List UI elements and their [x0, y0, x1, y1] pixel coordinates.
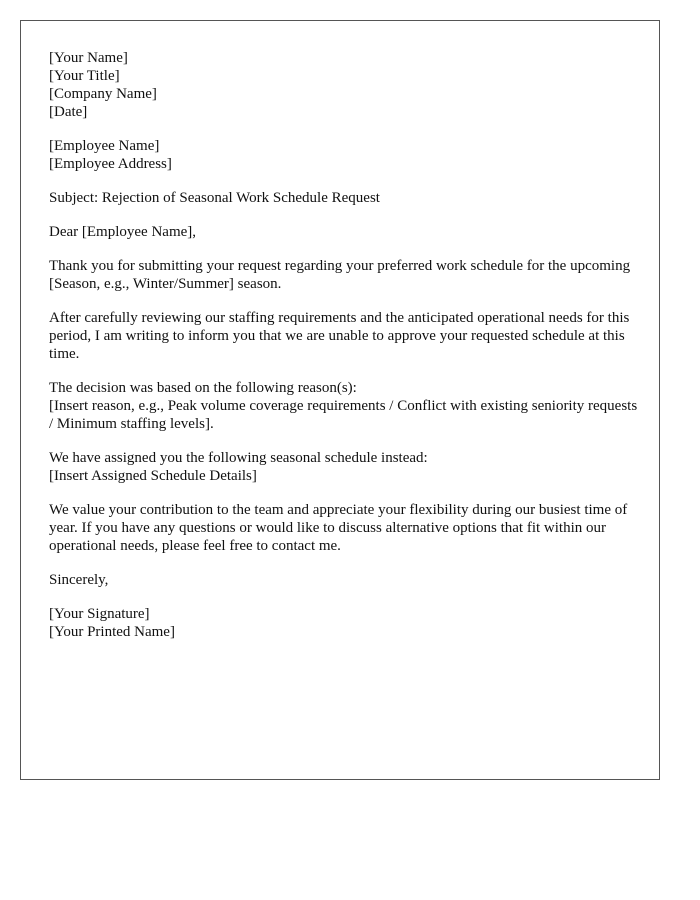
letter-page — [20, 20, 660, 780]
letter-body — [49, 49, 639, 657]
paragraph-intro: Thank you for submitting your request regarding your preferred work schedule for the upcoming [Season, e.g., Winter/Summer] season. — [49, 258, 631, 292]
sender-block — [49, 49, 639, 121]
sender-title: [Your Title] — [49, 68, 120, 84]
paragraph-closing-remarks: We value your contribution to the team and appreciate your flexibility during our busiest time of year. If you have any questions or would like to discuss alternative options that fit within our operational needs, please feel free to contact me. — [49, 502, 628, 554]
salutation: Dear [Employee Name], — [49, 224, 197, 240]
reasons-block — [49, 379, 639, 433]
assigned-schedule-block — [49, 449, 639, 485]
subject-line: Subject: Rejection of Seasonal Work Schedule Request — [49, 190, 380, 206]
recipient-address: [Employee Address] — [49, 156, 172, 172]
assigned-schedule-intro: We have assigned you the following seasonal schedule instead: — [49, 450, 428, 466]
signature: [Your Signature] — [49, 606, 150, 622]
assigned-schedule-details: [Insert Assigned Schedule Details] — [49, 468, 257, 484]
letter-date: [Date] — [49, 104, 88, 120]
signature-block — [49, 605, 639, 641]
reasons-intro: The decision was based on the following reason(s): — [49, 380, 357, 396]
reasons-text: [Insert reason, e.g., Peak volume coverage requirements / Conflict with existing seniority requests / Minimum staffing levels]. — [49, 398, 638, 432]
printed-name: [Your Printed Name] — [49, 624, 175, 640]
sender-company: [Company Name] — [49, 86, 157, 102]
paragraph-decision: After carefully reviewing our staffing requirements and the anticipated operational needs for this period, I am writing to inform you that we are unable to approve your requested schedule at this time. — [49, 310, 630, 362]
closing: Sincerely, — [49, 572, 109, 588]
sender-name: [Your Name] — [49, 50, 128, 66]
recipient-block — [49, 137, 639, 173]
recipient-name: [Employee Name] — [49, 138, 160, 154]
